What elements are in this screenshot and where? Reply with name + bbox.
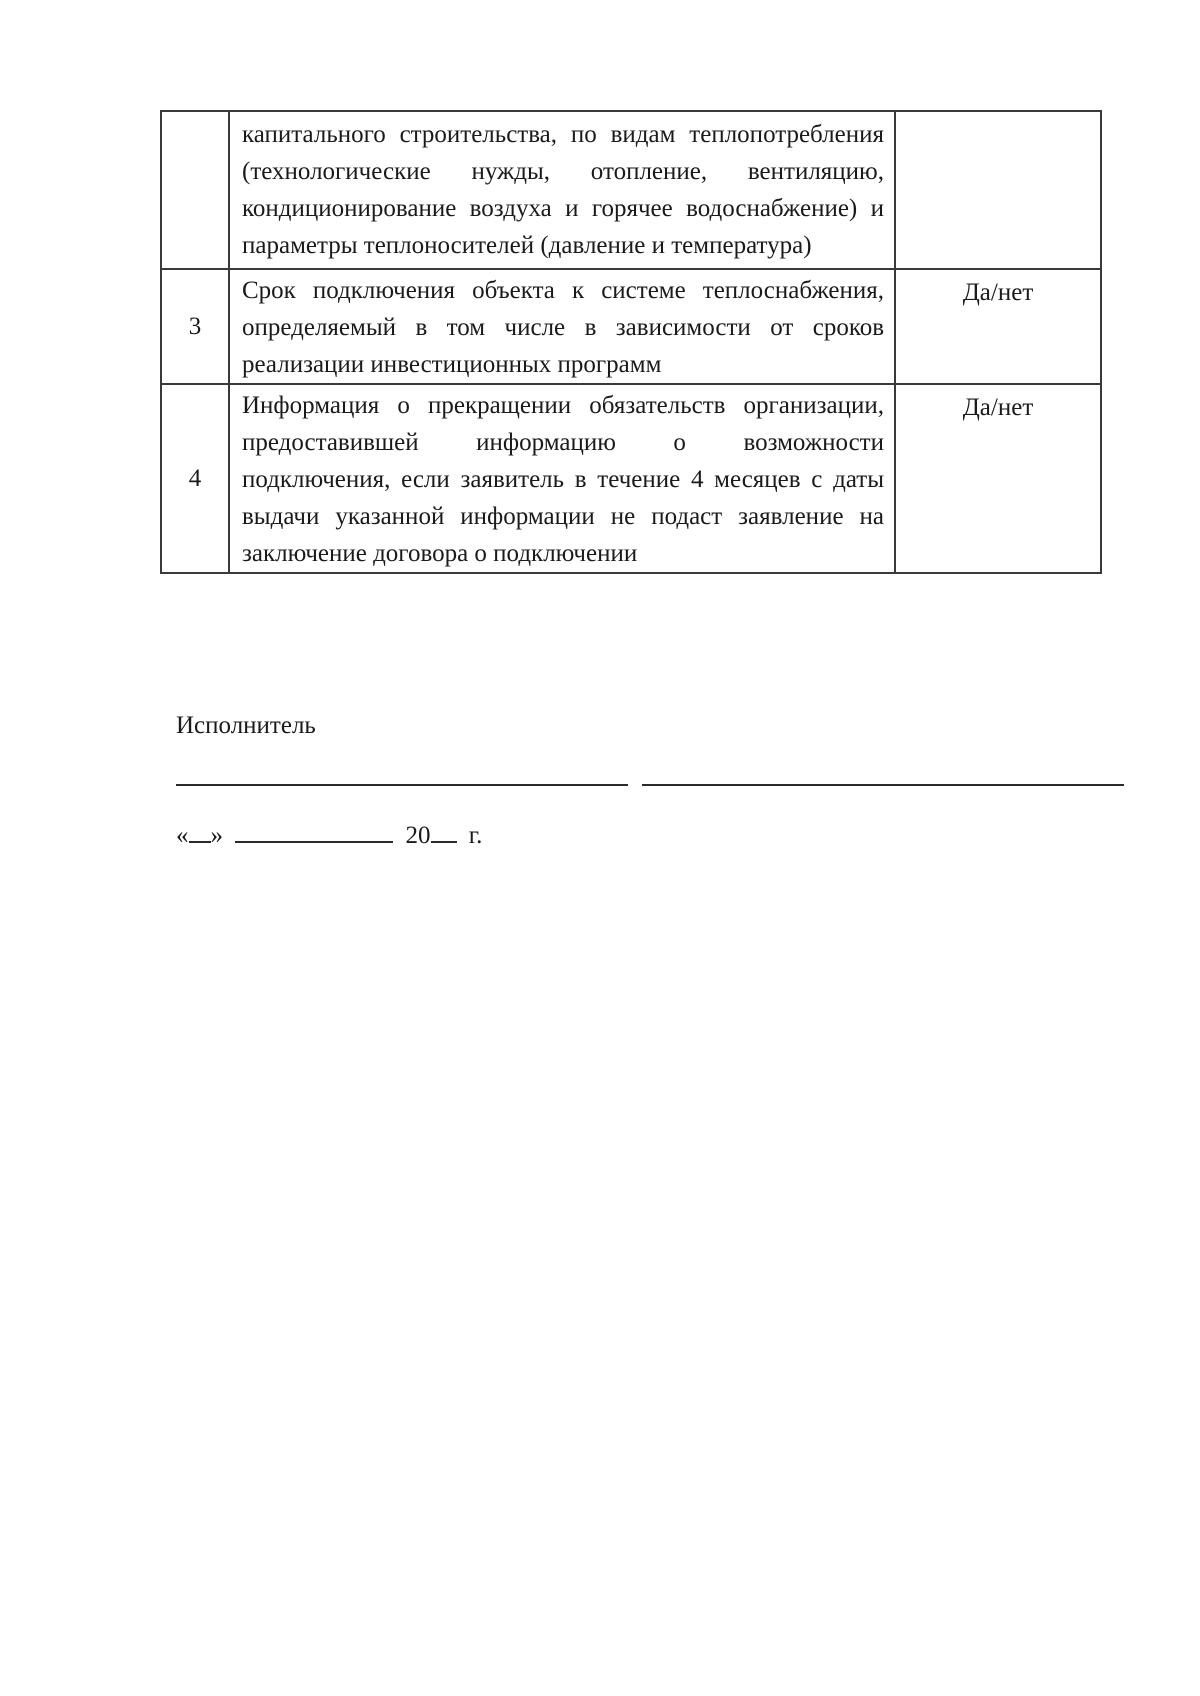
row-value-text: Да/нет [962,279,1034,306]
date-line [176,822,482,850]
executor-label: Исполнитель [176,712,316,739]
row-number-cell: 3 [161,269,229,384]
row-value-text [896,112,1100,116]
date-open-quote: « [176,822,189,849]
row-description-text: Срок подключения объекта к системе теплоснабжения, определяемый в том числе в зависимости от сроков реализации инвестиционных программ [242,277,884,378]
day-blank [189,840,211,843]
table-row [161,269,1101,384]
row-value-cell [895,111,1101,269]
table-row [161,111,1101,269]
table-row [161,384,1101,573]
row-number-cell: 4 [161,384,229,573]
row-description-cell [229,111,895,269]
row-value-text: Да/нет [962,394,1034,421]
row-description-cell [229,384,895,573]
row-description-text: капитального строительства, по видам теплопотребления (технологические нужды, отопление, вентиляцию, кондиционирование воздуха и горячее водоснабжение) и параметры теплоносителей (давление и температура) [242,121,884,259]
executor-name-line [176,784,628,786]
date-year-prefix: 20 [405,822,431,849]
date-close-quote: » [210,822,223,849]
row-number-cell [161,111,229,269]
month-blank [235,840,393,843]
requirements-table [160,110,1102,574]
date-suffix: г. [468,822,483,849]
row-description-text: Информация о прекращении обязательств организации, предоставившей информацию о возможности подключения, если заявитель в течение 4 месяцев с даты выдачи указанной информации не подаст заявление на заключение договора о подключении [242,392,884,567]
year-blank [431,840,457,843]
executor-signature-line [642,784,1124,786]
row-value-cell [895,269,1101,384]
row-description-cell [229,269,895,384]
row-value-cell [895,384,1101,573]
